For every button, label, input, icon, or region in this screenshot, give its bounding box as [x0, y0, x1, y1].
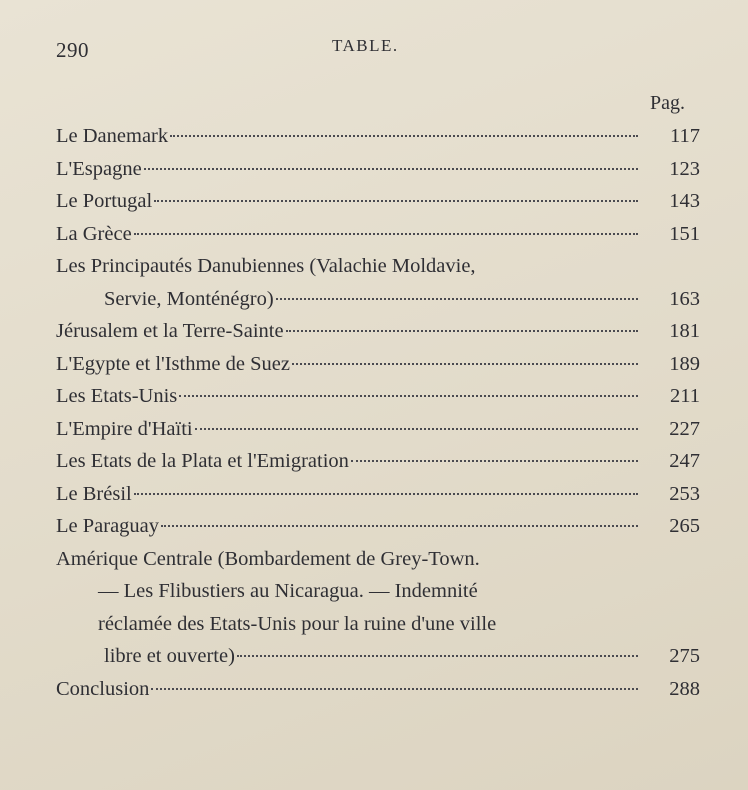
leader-dots [276, 298, 638, 300]
toc-entry-title: Le Portugal [56, 190, 153, 212]
toc-entry-title: Les Etats de la Plata et l'Emigration [56, 450, 349, 472]
toc-entry-title-line: Les Principautés Danubiennes (Valachie Moldavie, [56, 255, 476, 277]
leader-dots [292, 363, 638, 365]
toc-entry-title-line: Amérique Centrale (Bombardement de Grey-Town. [56, 547, 480, 570]
toc-entry-page: 275 [669, 645, 700, 667]
toc-entry-title: Conclusion [56, 677, 150, 700]
toc-entry-title: L'Empire d'Haïti [56, 417, 193, 440]
toc-entry-page: 143 [669, 190, 700, 212]
leader-dots [134, 233, 638, 235]
toc-entry-page: 211 [670, 385, 700, 407]
leader-dots [134, 493, 638, 495]
toc-entry-page: 123 [669, 157, 700, 180]
toc-entry-page: 181 [669, 320, 700, 342]
toc-entry-bresil [50, 478, 700, 511]
toc-entry-title: L'Egypte et l'Isthme de Suez [56, 352, 290, 375]
toc-entry-principautes [50, 250, 700, 315]
toc-entry-egypte [50, 348, 700, 381]
page-number: 290 [56, 38, 89, 62]
toc-entry-page: 253 [669, 482, 700, 505]
toc-entry-title: L'Espagne [56, 157, 142, 180]
toc-entry-page: 288 [669, 677, 700, 700]
leader-dots [161, 525, 638, 527]
toc-entry-title-line: réclamée des Etats-Unis pour la ruine d'une ville [98, 612, 497, 635]
toc-entry-title: Le Danemark [56, 125, 169, 147]
toc-entry-page: 189 [669, 352, 700, 375]
toc-entry-page: 163 [669, 287, 700, 310]
toc-entry-etats-unis [50, 380, 700, 413]
leader-dots [144, 168, 638, 170]
leader-dots [151, 688, 638, 690]
toc-entry-danemark [50, 120, 700, 153]
toc-entry-portugal [50, 185, 700, 218]
toc-entry-espagne [50, 153, 700, 186]
leader-dots [351, 460, 638, 462]
toc-entry-title: La Grèce [56, 222, 132, 245]
toc-entry-title-line: — Les Flibustiers au Nicaragua. — Indemnité [98, 580, 478, 602]
leader-dots [286, 330, 638, 332]
leader-dots [195, 428, 638, 430]
toc-entry-haiti [50, 413, 700, 446]
toc-entry-title: Les Etats-Unis [56, 385, 178, 407]
toc-entry-title: Jérusalem et la Terre-Sainte [56, 320, 284, 342]
toc-entry-grece [50, 218, 700, 251]
toc-entry-jerusalem [50, 315, 700, 348]
leader-dots [237, 655, 638, 657]
leader-dots [170, 135, 638, 137]
toc-entry-page: 227 [669, 417, 700, 440]
toc-entry-page: 265 [669, 515, 700, 537]
toc-entry-title: Le Brésil [56, 482, 132, 505]
toc-entry-page: 247 [669, 450, 700, 472]
toc-entry-conclusion [50, 673, 700, 706]
toc-entry-page: 117 [670, 125, 700, 147]
leader-dots [154, 200, 638, 202]
toc-entry-title: Le Paraguay [56, 515, 160, 537]
toc-entry-title: libre et ouverte) [104, 645, 235, 667]
pag-column-label: Pag. [650, 92, 685, 114]
toc-entry-title: Servie, Monténégro) [104, 287, 274, 310]
toc-entry-page: 151 [669, 222, 700, 245]
leader-dots [179, 395, 638, 397]
toc-entry-plata [50, 445, 700, 478]
table-of-contents [50, 120, 700, 705]
toc-entry-amerique-centrale [50, 543, 700, 673]
running-head: TABLE. [332, 36, 399, 55]
toc-entry-paraguay [50, 510, 700, 543]
